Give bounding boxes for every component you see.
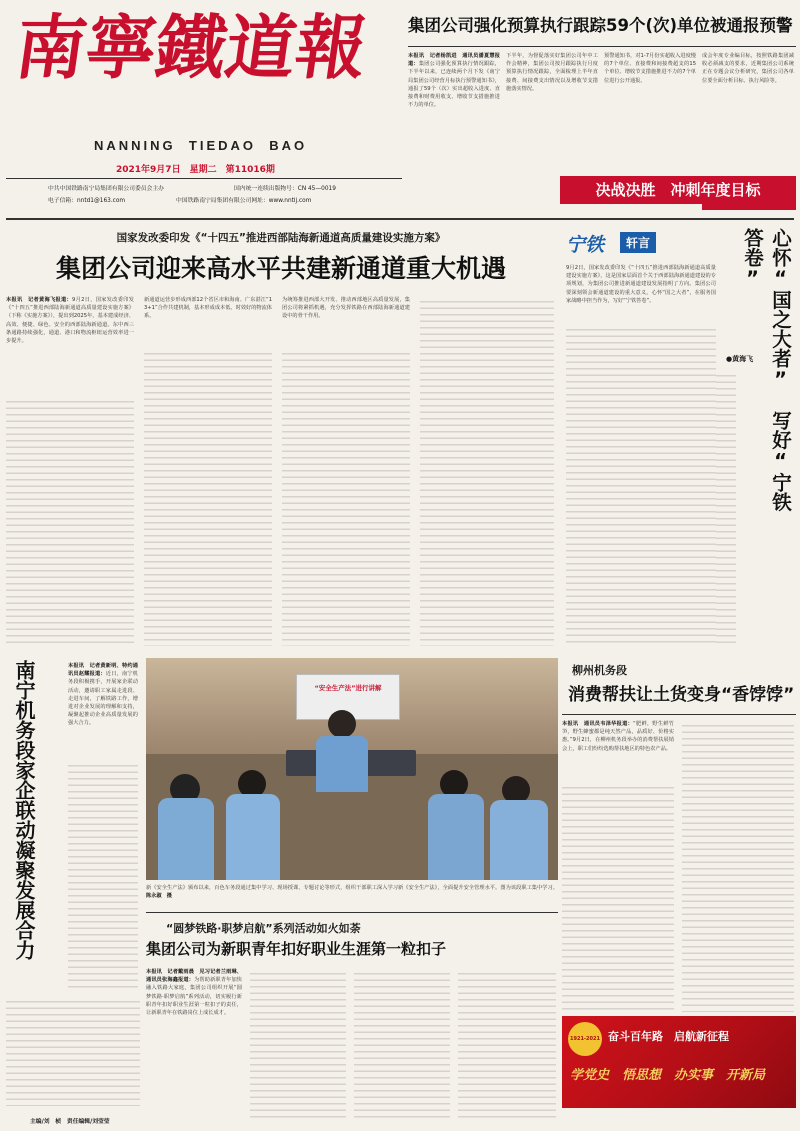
news2-lead: 9月2日，国家发改委印发《“十四五”推进西部陆海新通道高质量建设实施方案》（下称《实施方案》），提出到2025年，基本建成经济、高效、便捷、绿色、安全的西部陆海新通道。东中西三条通路持续强化，通道、港口和物流枢纽运营效率进一步提升。	[6, 297, 134, 345]
top-story-col2: 下半年，为督促落实好集团公司年中工作会精神，集团公司按月跟踪执行月度预算执行情况跟踪，全面梳理上半年直接费、间接费支出情况以及增收节支措施落实情况。	[506, 53, 598, 92]
logo-char: 南	[10, 6, 92, 89]
news2-col3: 为统筹推进西部大开发、推动西部地区高质量发展，集团公司将紧抓机遇，充分发挥铁路在西部陆海新通道建设中的骨干作用。	[282, 297, 410, 320]
column	[560, 224, 796, 652]
youth-byline: 本报讯 记者戴雨晨 见习记者兰雨琳、通讯员张海鑫报道：	[146, 969, 242, 984]
top-story-byline: 本报讯 记者杨凯进 通讯员潘夏慧报道：	[408, 53, 500, 68]
side-story-headline: 南宁机务段家企联动凝聚发展合力	[12, 660, 36, 960]
photo-credit: 陈永淑 摄	[146, 893, 172, 900]
top-story-headline: 集团公司强化预算执行跟踪59个(次)单位被通报预警	[408, 16, 793, 35]
liuzhou-headline: 消费帮扶让土货变身“香饽饽”	[568, 685, 795, 705]
masthead-email: 电子信箱：nntd1@163.com	[48, 198, 126, 204]
liuzhou-body: “肥鲜，野生鲜竹笋，野生蜂蜜都是纯天然产品，品质好、价格实惠。”9月2日，在柳州机务段举办的消费帮扶展销会上，职工们纷纷选购帮扶地区的特色农产品。	[562, 721, 674, 752]
masthead-cn-code: 国内统一连续出版物号：CN 45—0019	[234, 186, 336, 192]
liuzhou-byline: 本报讯 通讯员韦泽华报道：	[562, 721, 634, 727]
masthead-date: 2021年9月7日 星期二 第11016期	[116, 165, 275, 175]
logo-char: 寧	[80, 6, 162, 89]
photo-caption: 新《安全生产法》颁布以来，百色车务段通过集中学习、现场授课、专题讨论等形式，组织干部职工深入学习新《安全生产法》，全面提升安全管理水平。图为该段职工集中学习。	[146, 885, 558, 891]
photo-block	[146, 658, 558, 908]
side-story-body: 近日，南宁机务段积极携手，开展家企联动活动，邀请职工家属走进段、走进车间，了解铁路工作，增进对企业发展的理解和支持，凝聚起推动企业高质量发展的强大合力。	[68, 671, 138, 727]
page-footer: 主编/刘 桢 责任编辑/刘莹莹	[30, 1119, 110, 1125]
news2-col2: 新通道运营步形成西部12个省区市和海南、广东湛江“13+1”合作共建机制，基本形成成本低、时效好的物流体系。	[144, 297, 272, 320]
youth-story	[146, 912, 558, 1124]
news2-kicker: 国家发改委印发《“十四五”推进西部陆海新通道高质量建设实施方案》	[116, 232, 446, 244]
slogan-text: 决战决胜 冲刺年度目标	[560, 176, 796, 204]
news2-byline: 本报讯 记者黄海飞报道：	[6, 297, 73, 303]
banner-badge: 1921-2021	[568, 1022, 602, 1056]
top-story-col3: 预警通知书，对1-7月份实超收入进度慢的7个单位、直接费和间接费超支的15个单位、增收节支措施推进不力的7个单位进行公开通报。	[604, 53, 696, 84]
news2-headline: 集团公司迎来高水平共建新通道重大机遇	[55, 254, 506, 283]
party-banner	[562, 1016, 796, 1108]
masthead-sponsor: 中共中国铁路南宁局集团有限公司委员会主办	[48, 186, 164, 192]
news2	[6, 224, 556, 652]
banner-line2: 学党史 悟思想 办实事 开新局	[570, 1068, 766, 1083]
top-story-text: 集团公司强化预算执行情况跟踪，下半年以来，已连续两个月下发《南宁局集团公司经营月标执行预警通知书》，通报了59个（次）实出超收入进度、直接费和财费用收支、增收节支措施推进不力的单位。	[408, 61, 500, 109]
column-title: 心怀“国之大者” 写好“宁铁答卷”	[741, 228, 792, 512]
masthead-website: 中国铁路南宁局集团有限公司网址：www.nntlj.com	[176, 198, 312, 204]
logo-char: 鐵	[150, 6, 232, 89]
column-body: 9月2日，国家发改委印发《“十四五”推进西部陆海新通道高质量建设实施方案》，这是国家层面首个关于西部陆海新通道建设的专项规划，为集团公司推进新通道建设发展指明了方向。集团公司要深刻领会新通道建设的重大意义，心怀“国之大者”，在服务国家战略中担当作为，写好“宁铁答卷”。	[566, 265, 716, 304]
column-brand-sub: 轩言	[620, 232, 656, 253]
masthead	[6, 6, 402, 214]
youth-headline: 集团公司为新职青年扣好职业生涯第一粒扣子	[146, 940, 447, 958]
masthead-pinyin: NANNING TIEDAO BAO	[94, 138, 308, 153]
column-author: ●黄海飞	[726, 355, 754, 363]
screen-text: “安全生产法”进行讲解	[314, 684, 382, 692]
logo-char: 報	[290, 6, 372, 89]
top-story-col4: 成会年度专业编目标，按照铁路集团减收必须减支的要求，近期集团公司系统正在专题会议分析研究，集团公司各单位要全面分析目标、执行风险等。	[702, 53, 794, 84]
banner-line1: 奋斗百年路 启航新征程	[608, 1030, 729, 1043]
masthead-logo	[10, 6, 396, 112]
column-brand	[560, 226, 750, 256]
liuzhou-unit: 柳州机务段	[572, 664, 627, 677]
side-story	[6, 656, 140, 1112]
youth-body: 为帮助新职青年加快融入铁路大家庭，集团公司组织开展“圆梦铁路·职梦启航”系列活动，切实履行新职青年扣好职业生涯第一粒扣子的责任，让新职青年在铁路岗位上成长成才。	[146, 977, 242, 1017]
column-brand-name: 宁铁	[566, 234, 605, 256]
youth-kicker: “圆梦铁路·职梦启航”系列活动如火如荼	[166, 922, 361, 935]
side-story-byline: 本报讯 记者黄新明、特约通讯员赵耀报道：	[68, 663, 138, 678]
news-photo	[146, 658, 558, 880]
logo-char: 道	[220, 6, 302, 89]
liuzhou-story	[562, 656, 796, 1112]
